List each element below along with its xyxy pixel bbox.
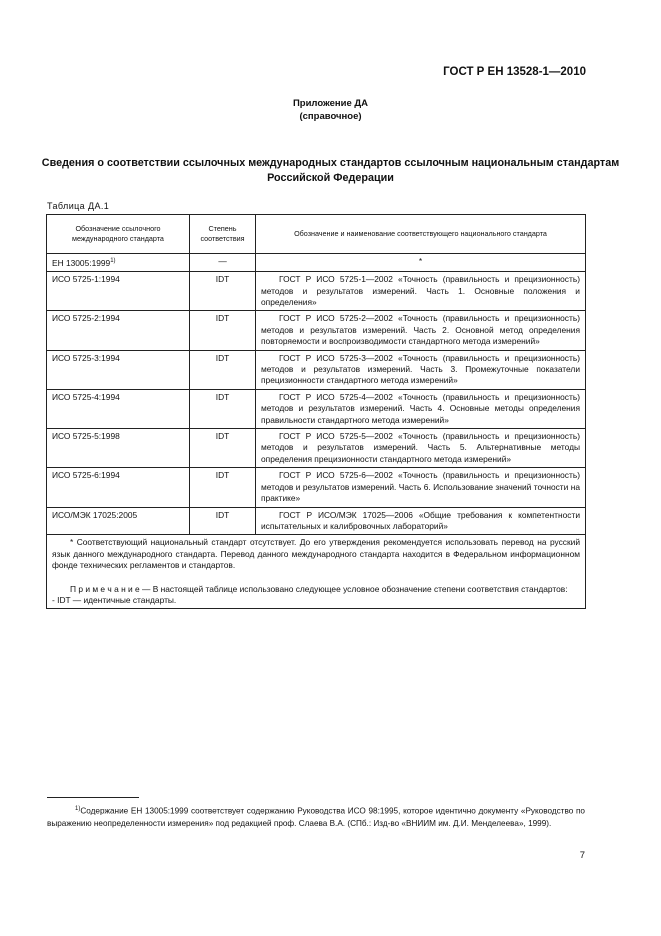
table-row — [47, 311, 586, 350]
national-standard-cell: ГОСТ Р ИСО 5725-1—2002 «Точность (правильность и прецизионность) методов и результатов измерений. Часть 1. Основные положения и определения» — [256, 272, 586, 311]
table-row — [47, 350, 586, 389]
international-standard-cell — [47, 254, 190, 272]
table-row — [47, 389, 586, 428]
table-notes-row — [47, 535, 586, 609]
asterisk-note: * Соответствующий национальный стандарт отсутствует. До его утверждения рекомендуется использовать перевод на русский язык данного международного стандарта. Перевод данного международного стандарта находится в Федеральном информационном фонде технических регламентов и стандартов. — [52, 537, 580, 571]
degree-cell: IDT — [190, 468, 256, 507]
national-standard-cell: ГОСТ Р ИСО 5725-3—2002 «Точность (правильность и прецизионность) методов и результатов измерений. Часть 3. Промежуточные показатели прецизионности стандартного метода измерений» — [256, 350, 586, 389]
degree-cell: IDT — [190, 272, 256, 311]
footnote-text: Содержание ЕН 13005:1999 соответствует содержанию Руководства ИСО 98:1995, которое идентично документу «Руководство по выражению неопределенности измерения» под редакцией проф. Слаева В.А. (СПб.: Изд-во «ВНИИМ им. Д.И. Менделеева», 1999). — [47, 806, 585, 828]
footnote-marker: 1) — [75, 806, 81, 812]
document-id: ГОСТ Р ЕН 13528-1—2010 — [443, 66, 586, 78]
international-standard-cell: ИСО 5725-4:1994 — [47, 389, 190, 428]
column-header-degree: Степень соответствия — [190, 215, 256, 254]
section-heading: Сведения о соответствии ссылочных международных стандартов ссылочным национальным стандартам Российской Федерации — [41, 157, 620, 184]
table-header-row — [47, 215, 586, 254]
national-standard-cell: * — [256, 254, 586, 272]
degree-cell: IDT — [190, 389, 256, 428]
international-standard-cell: ИСО 5725-6:1994 — [47, 468, 190, 507]
column-header-international: Обозначение ссылочного международного стандарта — [47, 215, 190, 254]
national-standard-cell: ГОСТ Р ИСО/МЭК 17025—2006 «Общие требования к компетентности испытательных и калибровочных лабораторий» — [256, 507, 586, 535]
national-standard-cell: ГОСТ Р ИСО 5725-6—2002 «Точность (правильность и прецизионность) методов и результатов измерений. Часть 6. Использование значений точности на практике» — [256, 468, 586, 507]
page-number: 7 — [579, 850, 585, 861]
table-row — [47, 468, 586, 507]
table-notes — [47, 535, 586, 609]
international-standard-cell: ИСО 5725-5:1998 — [47, 429, 190, 468]
table-row — [47, 429, 586, 468]
international-standard-cell: ИСО 5725-2:1994 — [47, 311, 190, 350]
table-note: П р и м е ч а н и е — В настоящей таблице использовано следующее условное обозначение степени соответствия стандартов: — [70, 583, 568, 594]
footnote — [47, 803, 585, 830]
national-standard-cell: ГОСТ Р ИСО 5725-2—2002 «Точность (правильность и прецизионность) методов и результатов измерений. Часть 2. Основной метод определения повторяемости и воспроизводимости стандартного метода измерений» — [256, 311, 586, 350]
international-standard-cell: ИСО 5725-1:1994 — [47, 272, 190, 311]
degree-cell: — — [190, 254, 256, 272]
degree-cell: IDT — [190, 429, 256, 468]
national-standard-cell: ГОСТ Р ИСО 5725-5—2002 «Точность (правильность и прецизионность) методов и результатов измерений. Часть 5. Альтернативные методы определения прецизионности стандартного метода измерений» — [256, 429, 586, 468]
international-standard-cell: ИСО/МЭК 17025:2005 — [47, 507, 190, 535]
table-caption: Таблица ДА.1 — [47, 201, 110, 211]
standards-table — [46, 214, 586, 609]
degree-cell: IDT — [190, 507, 256, 535]
national-standard-cell: ГОСТ Р ИСО 5725-4—2002 «Точность (правильность и прецизионность) методов и результатов измерений. Часть 4. Основные методы определения правильности стандартного метода измерений» — [256, 389, 586, 428]
international-standard-code: ЕН 13005:1999 — [52, 257, 111, 268]
degree-cell: IDT — [190, 350, 256, 389]
table-row — [47, 507, 586, 535]
table-row — [47, 254, 586, 272]
appendix-block — [0, 97, 661, 123]
appendix-title: Приложение ДА — [292, 98, 369, 109]
idt-definition: - IDT — идентичные стандарты. — [52, 594, 177, 605]
column-header-national: Обозначение и наименование соответствующего национального стандарта — [256, 215, 586, 254]
degree-cell: IDT — [190, 311, 256, 350]
table-row — [47, 272, 586, 311]
international-standard-cell: ИСО 5725-3:1994 — [47, 350, 190, 389]
appendix-subtitle: (справочное) — [299, 111, 362, 122]
footnote-divider — [47, 797, 139, 798]
footnote-reference: 1) — [110, 258, 116, 264]
